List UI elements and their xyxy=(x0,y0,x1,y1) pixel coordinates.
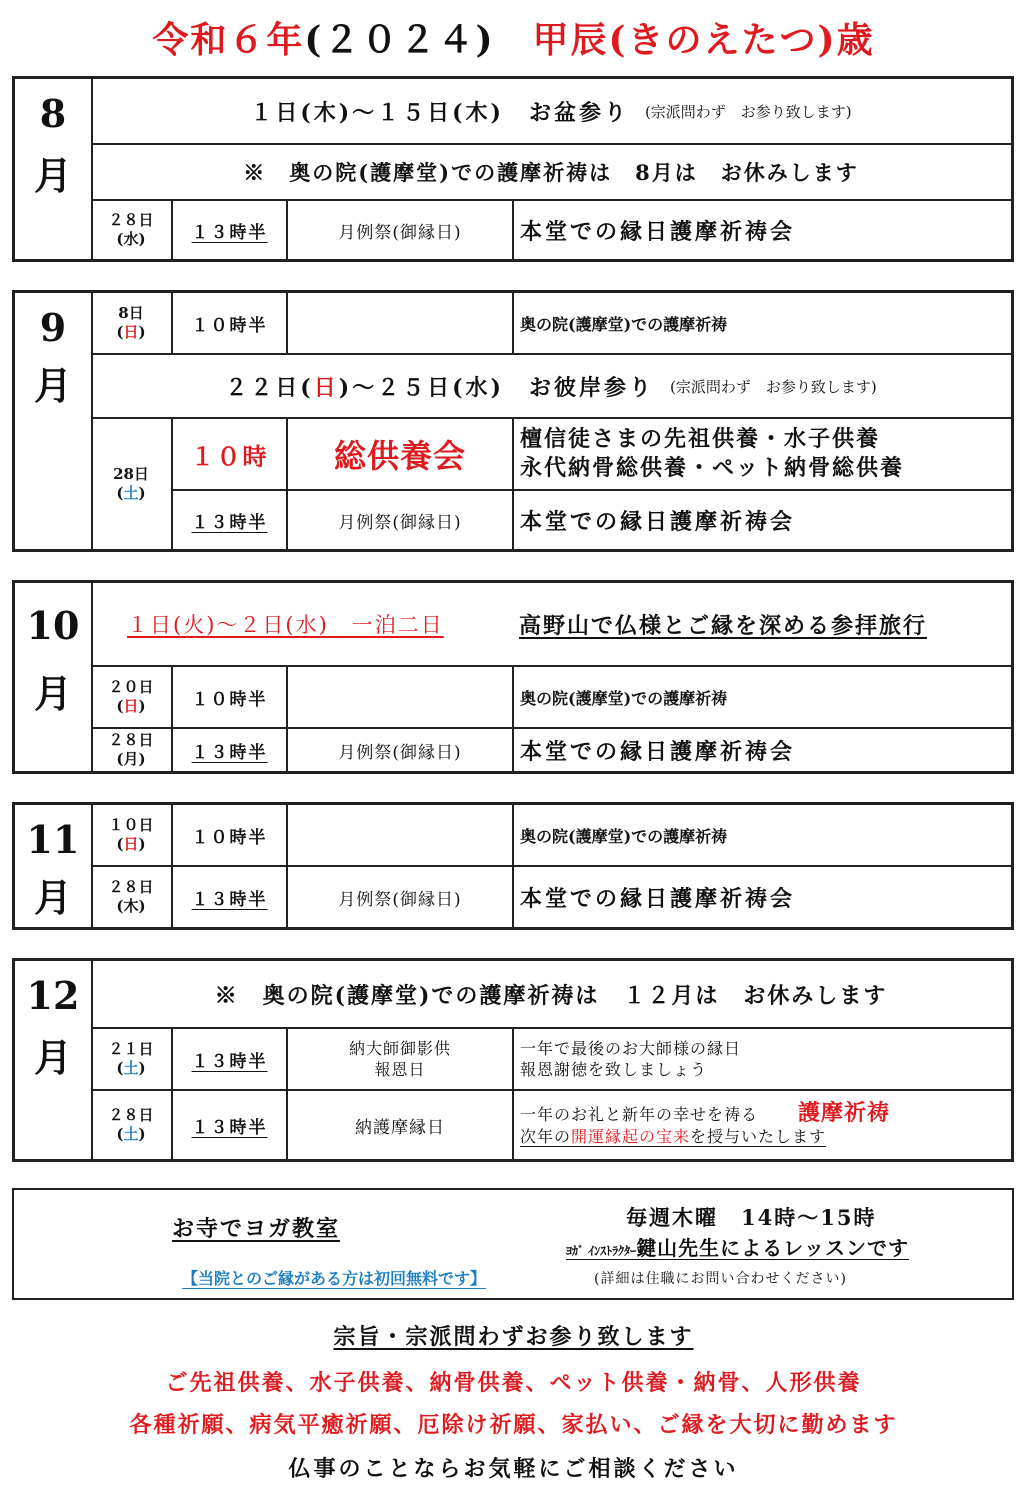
event-row xyxy=(91,419,1011,491)
event-date: ２８日 (木) xyxy=(91,867,173,927)
yoga-title: お寺でヨガ教室 xyxy=(172,1216,341,1242)
event-name-empty xyxy=(288,805,514,865)
month-number: 8 xyxy=(39,91,67,136)
event-desc: 本堂での縁日護摩祈祷会 xyxy=(520,885,796,912)
event-date: ２０日 (日) xyxy=(91,667,173,727)
notice-row xyxy=(91,961,1011,1029)
event-date: ２８日 (水) xyxy=(91,201,173,259)
title-era: 令和６年 xyxy=(152,19,305,61)
month-label xyxy=(15,79,93,259)
event-desc: 檀信徒さまの先祖供養・水子供養 永代納骨総供養・ペット納骨総供養 xyxy=(514,419,1011,491)
month-label xyxy=(15,961,93,1159)
notice-text: ※ 奥の院(護摩堂)での護摩祈祷は １２月は お休みします xyxy=(214,982,888,1009)
title-year: (２０２４) xyxy=(304,19,495,61)
title-zodiac-reading: (きのえたつ) xyxy=(608,19,837,61)
event-row xyxy=(91,805,1011,867)
event-row xyxy=(91,201,1011,259)
higan-note: (宗派問わず お参り致します) xyxy=(669,377,877,396)
event-time: １３時半 xyxy=(173,1029,288,1089)
event-name: 総供養会 xyxy=(288,419,514,491)
footer-line2: ご先祖供養、水子供養、納骨供養、ペット供養・納骨、人形供養 xyxy=(165,1370,862,1396)
event-date: １０日 (日) xyxy=(91,805,173,865)
event-time: １３時半 xyxy=(173,729,288,771)
footer-line4: 仏事のことならお気軽にご相談ください xyxy=(288,1456,739,1482)
month-char: 月 xyxy=(33,153,72,198)
month-october xyxy=(12,580,1014,774)
event-name-empty xyxy=(288,667,514,727)
event-desc: 本堂での縁日護摩祈祷会 xyxy=(520,508,796,535)
month-label xyxy=(15,583,93,771)
event-desc: 一年で最後のお大師様の縁日 報恩謝徳を致しましょう xyxy=(520,1039,742,1079)
event-date: ２１日 (土) xyxy=(91,1029,173,1089)
higan-text: ２２日(日)～２５日(水) お彼岸参り xyxy=(225,374,654,401)
month-label xyxy=(15,805,93,927)
month-number: 12 xyxy=(26,973,80,1018)
event-date: 8日 (日) xyxy=(91,293,173,353)
month-char: 月 xyxy=(33,875,72,920)
notice-text: ※ 奥の院(護摩堂)での護摩祈祷は 8月は お休みします xyxy=(243,160,859,185)
title-suffix: 歳 xyxy=(836,19,875,61)
trip-title: 高野山で仏様とご縁を深める参拝旅行 xyxy=(519,612,928,639)
event-time: １３時半 xyxy=(173,867,288,927)
event-desc: 奥の院(護摩堂)での護摩祈祷 xyxy=(520,314,728,334)
event-date: 28日 (土) xyxy=(91,419,173,549)
event-row xyxy=(91,729,1011,771)
event-desc: 奥の院(護摩堂)での護摩祈祷 xyxy=(520,826,728,846)
month-label xyxy=(15,293,93,549)
event-desc: 一年のお礼と新年の幸せを祷る 護摩祈祷 次年の開運縁起の宝来を授与いたします xyxy=(520,1100,891,1146)
month-char: 月 xyxy=(33,363,72,408)
yoga-schedule: 毎週木曜 14時～15時 xyxy=(626,1205,877,1230)
event-time: １０時 xyxy=(173,419,288,491)
event-name: 納護摩縁日 xyxy=(288,1091,514,1159)
footer-line3: 各種祈願、病気平癒祈願、厄除け祈願、家払い、ご縁を大切に勤めます xyxy=(129,1412,898,1438)
month-char: 月 xyxy=(33,671,72,716)
yoga-detail: (詳細は住職にお問い合わせください) xyxy=(594,1271,847,1287)
event-desc: 本堂での縁日護摩祈祷会 xyxy=(520,738,796,765)
event-time: １０時半 xyxy=(173,805,288,865)
event-date: ２８日 (土) xyxy=(91,1091,173,1159)
event-row xyxy=(91,1091,1011,1159)
footer-line1: 宗旨・宗派問わずお参り致します xyxy=(333,1324,694,1350)
event-row xyxy=(91,667,1011,729)
higan-row xyxy=(91,355,1011,419)
month-november xyxy=(12,802,1014,930)
month-number: 11 xyxy=(26,817,80,862)
page-title xyxy=(0,12,1027,63)
event-row xyxy=(91,491,1011,549)
yoga-free-note: 【当院とのご縁がある方は初回無料です】 xyxy=(182,1269,487,1288)
title-zodiac: 甲辰 xyxy=(532,19,609,61)
event-date: ２８日 (月) xyxy=(91,729,173,771)
month-char: 月 xyxy=(33,1035,72,1080)
trip-row xyxy=(91,583,1011,667)
event-row xyxy=(91,867,1011,927)
notice-row xyxy=(91,145,1011,201)
event-name-empty xyxy=(288,293,514,353)
yoga-box xyxy=(12,1188,1014,1300)
trip-dates: １日(火)～２日(水) 一泊二日 xyxy=(127,613,444,637)
event-desc: 本堂での縁日護摩祈祷会 xyxy=(520,218,796,245)
event-row xyxy=(91,293,1011,355)
event-time: １３時半 xyxy=(173,201,288,259)
month-december xyxy=(12,958,1014,1162)
obon-note: (宗派問わず お参り致します) xyxy=(644,102,852,121)
event-row xyxy=(91,1029,1011,1091)
obon-text: １日(木)～１５日(木) お盆参り xyxy=(250,99,629,126)
event-time: １０時半 xyxy=(173,293,288,353)
month-august xyxy=(12,76,1014,262)
event-name: 月例祭(御縁日) xyxy=(288,729,514,771)
event-row xyxy=(91,79,1011,145)
event-name: 月例祭(御縁日) xyxy=(288,867,514,927)
yoga-instructor: ﾖｶﾞ ｲﾝｽﾄﾗｸﾀｰ鍵山先生によるレッスンです xyxy=(566,1236,909,1260)
event-name: 月例祭(御縁日) xyxy=(288,491,514,549)
event-name: 月例祭(御縁日) xyxy=(288,201,514,259)
event-name: 納大師御影供 報恩日 xyxy=(288,1029,514,1089)
month-number: 9 xyxy=(39,305,67,350)
event-time: １３時半 xyxy=(173,1091,288,1159)
month-september xyxy=(12,290,1014,552)
event-time: １０時半 xyxy=(173,667,288,727)
event-desc: 奥の院(護摩堂)での護摩祈祷 xyxy=(520,688,728,708)
event-time: １３時半 xyxy=(173,491,288,549)
month-number: 10 xyxy=(26,603,80,648)
